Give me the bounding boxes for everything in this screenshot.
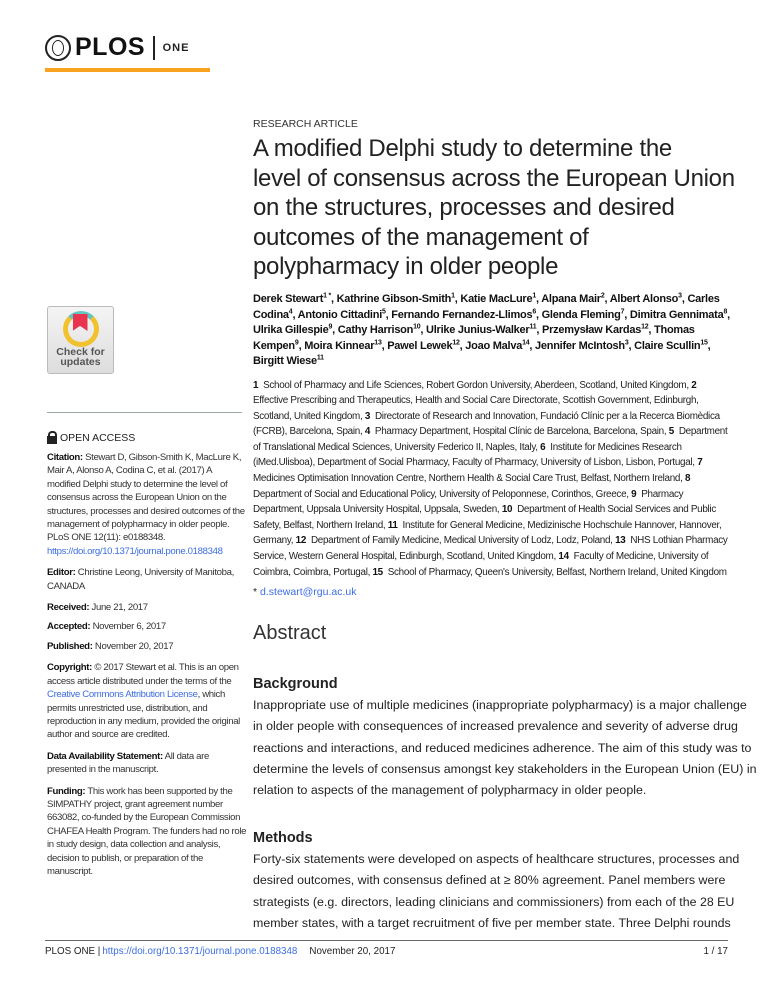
article-title bbox=[253, 134, 735, 282]
author bbox=[304, 340, 381, 352]
plos-one-logo bbox=[45, 33, 189, 62]
author-affiliation-sup: 10 bbox=[413, 323, 421, 331]
affiliation bbox=[296, 535, 615, 546]
data-availability-text: All data are presented in the manuscript. bbox=[47, 750, 209, 776]
author bbox=[426, 324, 536, 336]
affiliation-number: 2 bbox=[691, 379, 697, 391]
author-affiliation-sup: 13 bbox=[374, 338, 382, 346]
text-line: outcomes of the management of bbox=[253, 223, 589, 251]
text-line: determine the levels of consensus amongst key stakeholders in the European Union (EU) in bbox=[253, 761, 757, 776]
author bbox=[253, 293, 331, 305]
published-date: November 20, 2017 bbox=[94, 640, 174, 652]
author-affiliation-sup: 1 bbox=[451, 292, 455, 300]
author bbox=[542, 324, 648, 336]
crossmark-icon bbox=[63, 311, 99, 347]
published bbox=[47, 640, 247, 653]
header-accent-bar bbox=[45, 68, 210, 72]
author-name: Albert Alonso bbox=[609, 293, 679, 305]
funding-text: This work has been supported by the SIMPATHY project, grant agreement number 663082, co-funded by the European Commission CHAFEA Health Program. The funders had no role in study design, data collection and analysis, decision to publish, or preparation of the manuscript. bbox=[47, 785, 247, 877]
affiliation-text: Medicines Optimisation Innovation Centre, Northern Health & Social Care Trust, Belfast, Northern Ireland, bbox=[253, 457, 705, 485]
author bbox=[253, 355, 324, 367]
author-name: Pawel Lewek bbox=[387, 339, 453, 352]
author-name: Katie MacLure bbox=[460, 293, 533, 305]
author bbox=[338, 324, 421, 336]
text-line: strategists (e.g. directors, leading clinicians and commissioners) from each of the 28 EU bbox=[253, 894, 735, 909]
logo-text: PLOS bbox=[75, 33, 146, 61]
page-footer bbox=[45, 946, 728, 957]
affiliation-number: 15 bbox=[372, 566, 383, 578]
text-line: level of consensus across the European Union bbox=[253, 164, 735, 192]
methods-heading: Methods bbox=[253, 830, 313, 847]
author-name: Carles Codina bbox=[253, 293, 720, 321]
affiliation-number: 3 bbox=[364, 410, 371, 422]
badge-line2: updates bbox=[60, 356, 101, 368]
plos-globe-icon bbox=[45, 35, 71, 61]
affiliation-number: 13 bbox=[615, 535, 626, 547]
footer-journal: PLOS ONE | bbox=[45, 946, 101, 957]
affiliation bbox=[365, 426, 669, 437]
text-line: polypharmacy in older people bbox=[253, 253, 559, 280]
citation bbox=[47, 451, 247, 558]
affiliation-text: Pharmacy Department, Hospital Clínic de Barcelona, Barcelona, Spain, bbox=[370, 426, 669, 438]
author-affiliation-sup: 5 bbox=[382, 307, 386, 315]
author-affiliation-sup: 2 bbox=[600, 292, 605, 300]
author-affiliation-sup: 1 bbox=[532, 292, 536, 300]
affiliation-text: Department of Social and Educational Policy, University of Peloponnese, Corinthos, Greece, bbox=[253, 473, 693, 500]
author bbox=[460, 293, 536, 305]
editor bbox=[47, 566, 247, 593]
affiliation-text: School of Pharmacy, Queen's University, Belfast, Northern Ireland, United Kingdom bbox=[382, 566, 727, 578]
author bbox=[541, 293, 604, 305]
citation-label: Citation: bbox=[47, 452, 83, 463]
text-line: Inappropriate use of multiple medicines (inappropriate polypharmacy) is a major challenge bbox=[253, 698, 747, 713]
funding-label: Funding: bbox=[47, 785, 86, 797]
text-line: Forty-six statements were developed on aspects of healthcare structures, processes and bbox=[253, 852, 740, 867]
affiliation-number: 12 bbox=[295, 535, 307, 547]
copyright bbox=[47, 661, 247, 741]
background-paragraph bbox=[253, 695, 757, 801]
author-affiliation-sup: 14 bbox=[522, 338, 530, 346]
open-lock-icon bbox=[47, 431, 57, 444]
affiliation-text: Pharmacy Department, Uppsala University Hospital, Uppsala, Sweden, bbox=[253, 488, 684, 516]
author-name: Fernando Fernandez-Llimos bbox=[391, 308, 533, 321]
author-affiliation-sup: 7 bbox=[620, 307, 625, 315]
data-availability-label: Data Availability Statement: bbox=[47, 750, 163, 762]
badge-line1: Check for bbox=[56, 346, 105, 358]
author-name: Jennifer McIntosh bbox=[535, 339, 625, 352]
accepted bbox=[47, 620, 247, 633]
affiliation-text: Institute for Medicines Research (iMed.Ulisboa), Department of Social Pharmacy, Faculty of Pharmacy, University of Lisbon, Lisbon, Portugal, bbox=[253, 441, 698, 469]
received-date: June 21, 2017 bbox=[91, 602, 148, 614]
author-name: Glenda Fleming bbox=[541, 308, 621, 321]
check-for-updates-badge[interactable] bbox=[47, 306, 114, 374]
accepted-label: Accepted: bbox=[47, 621, 91, 633]
funding bbox=[47, 785, 247, 879]
affiliation-text: Directorate of Research and Innovation, Fundació Clínic per a la Recerca Biomèdica (FCRB), Barcelona, Spain, bbox=[253, 410, 720, 438]
author-affiliation-sup: 6 bbox=[532, 307, 536, 315]
author-name: Ulrika Gillespie bbox=[253, 324, 329, 336]
text-line: desired outcomes, with consensus defined at ≥ 80% agreement. Panel members were bbox=[253, 873, 726, 888]
author-name: Claire Scullin bbox=[634, 339, 701, 352]
editor-text: Christine Leong, University of Manitoba, CANADA bbox=[47, 567, 234, 592]
accepted-date: November 6, 2017 bbox=[92, 621, 166, 633]
author-affiliation-sup: 12 bbox=[452, 338, 460, 346]
author-affiliation-sup: 12 bbox=[641, 323, 649, 331]
received bbox=[47, 601, 247, 614]
author-name: Birgitt Wiese bbox=[253, 355, 317, 367]
text-line: in older people with consequences of increased prevalence and severity of adverse drug bbox=[253, 719, 738, 734]
author bbox=[465, 340, 529, 352]
author bbox=[337, 293, 455, 305]
copyright-text-end: , which permits unrestricted use, distribution, and reproduction in any medium, provided the original author and source are credited. bbox=[47, 689, 240, 741]
author bbox=[630, 309, 727, 321]
author-name: Cathy Harrison bbox=[337, 324, 414, 336]
footer-doi-link[interactable]: https://doi.org/10.1371/journal.pone.0188348 bbox=[102, 946, 298, 957]
author bbox=[535, 340, 629, 352]
author-affiliation-sup: 15 bbox=[700, 338, 708, 346]
published-label: Published: bbox=[47, 640, 93, 652]
author-name: Joao Malva bbox=[465, 339, 523, 352]
corr-mark: * bbox=[253, 586, 258, 599]
author-affiliation-sup: 4 bbox=[288, 307, 293, 315]
main-column bbox=[253, 292, 757, 934]
author bbox=[253, 324, 332, 336]
author-name: Derek Stewart bbox=[253, 293, 324, 305]
affiliation-text: Department of Translational Medical Sciences, University Federico II, Naples, Italy, bbox=[253, 426, 728, 453]
author-name: Przemysław Kardas bbox=[541, 324, 642, 336]
author-affiliation-sup: 1 * bbox=[323, 292, 331, 300]
affiliation-text: Department of Health Social Services and Public Safety, Belfast, Northern Ireland, bbox=[253, 504, 716, 531]
affiliation-number: 7 bbox=[697, 457, 703, 469]
received-label: Received: bbox=[47, 602, 90, 614]
affiliation-number: 11 bbox=[387, 519, 398, 531]
affiliation bbox=[253, 380, 691, 391]
page-number: 1 / 17 bbox=[703, 946, 728, 957]
affiliation-number: 1 bbox=[253, 379, 259, 391]
background-heading: Background bbox=[253, 676, 338, 693]
sidebar-divider bbox=[47, 412, 242, 413]
author bbox=[387, 340, 459, 352]
text-line: A modified Delphi study to determine the bbox=[253, 135, 672, 162]
affiliation-text: NHS Lothian Pharmacy Service, Western General Hospital, Edinburgh, Scotland, United Kingdom, bbox=[253, 535, 728, 563]
abstract-heading: Abstract bbox=[253, 622, 327, 645]
author-name: Dimitra Gennimata bbox=[629, 308, 724, 321]
author-name: Moira Kinnear bbox=[304, 339, 375, 352]
corresponding-author bbox=[253, 586, 735, 599]
author-affiliation-sup: 3 bbox=[624, 338, 629, 346]
author-affiliation-sup: 11 bbox=[316, 354, 324, 362]
author-list: Derek Stewart$^{1 *}$, Kathrine Gibson-Smith$^1$, Katie MacLure$^1$, Alpana Mair$^2$, Albert Alonso$^3$, Carles Codina$^4$, Antonio Cittadini$^5$, Fernando Fernandez-Llimos$^6$, Glenda Fleming$^7$, Dimitra Gennimata$^8$, Ulrika Gillespie$^9$, Cathy Harrison$^{10}$, Ulrike Junius-Walker$^{11}$, Przemysław Kardas$^{12}$, Thomas Kempen$^9$, Moira Kinnear$^{13}$, Pawel Lewek$^{12}$, Joao Malva$^{14}$, Jennifer McIntosh$^3$, Claire Scullin$^{15}$, Birgitt Wiese$^{11}$ bbox=[253, 292, 730, 367]
article-type: RESEARCH ARTICLE bbox=[253, 118, 358, 130]
text-line: relation to aspects of the management of polypharmacy in older people. bbox=[253, 783, 647, 798]
author bbox=[391, 309, 536, 321]
author-name: Kathrine Gibson-Smith bbox=[336, 293, 452, 305]
affiliation bbox=[372, 567, 726, 578]
text-line: reactions and interactions, and reduced medicines adherence. The aim of this study was to bbox=[253, 740, 752, 755]
affiliation-number: 4 bbox=[364, 426, 371, 438]
author-affiliation-sup: 11 bbox=[529, 323, 537, 331]
affiliation-text: Faculty of Medicine, University of Coimbra, Coimbra, Portugal, bbox=[253, 551, 709, 578]
open-access-text: OPEN ACCESS bbox=[60, 431, 136, 444]
author bbox=[610, 293, 682, 305]
text-line: on the structures, processes and desired bbox=[253, 194, 675, 221]
footer-divider bbox=[45, 940, 728, 941]
editor-label: Editor: bbox=[47, 567, 76, 579]
logo-subtext: ONE bbox=[162, 41, 190, 54]
author-name: Alpana Mair bbox=[541, 293, 601, 305]
author bbox=[298, 309, 386, 321]
citation-doi-link[interactable]: https://doi.org/10.1371/journal.pone.0188348 bbox=[47, 545, 223, 557]
author bbox=[542, 309, 625, 321]
author-affiliation-sup: 8 bbox=[723, 307, 728, 315]
license-link[interactable]: Creative Commons Attribution License bbox=[47, 689, 198, 701]
footer-date: November 20, 2017 bbox=[309, 946, 396, 957]
logo-divider bbox=[153, 36, 155, 60]
author-name: Thomas Kempen bbox=[253, 324, 695, 352]
affiliation-number: 8 bbox=[685, 473, 691, 485]
copyright-label: Copyright: bbox=[47, 662, 92, 674]
citation-text: Stewart D, Gibson-Smith K, MacLure K, Mair A, Alonso A, Codina C, et al. (2017) A modified Delphi study to determine the level of consensus across the European Union on the structures, processes and desired outcomes of the management of polypharmacy in older people. PLoS ONE 12(11): e0188348. bbox=[47, 452, 245, 544]
copyright-text: © 2017 Stewart et al. This is an open access article distributed under the terms of the bbox=[47, 662, 239, 687]
methods-paragraph bbox=[253, 849, 740, 934]
author-affiliation-sup: 3 bbox=[678, 292, 682, 300]
open-access-label bbox=[47, 431, 135, 444]
affiliation-number: 6 bbox=[540, 441, 546, 453]
text-line: member states, with a target recruitment of five per member state. Three Delphi rounds bbox=[253, 915, 731, 930]
author-affiliation-sup: 9 bbox=[328, 323, 333, 331]
affiliations bbox=[253, 378, 735, 581]
affiliation-number: 5 bbox=[668, 426, 674, 438]
affiliation-text: Department of Family Medicine, Medical University of Lodz, Lodz, Poland, bbox=[306, 535, 616, 547]
corresponding-email-link[interactable]: d.stewart@rgu.ac.uk bbox=[260, 586, 357, 599]
article-info-sidebar bbox=[47, 451, 247, 886]
author-name: Antonio Cittadini bbox=[297, 308, 382, 321]
author bbox=[634, 340, 708, 352]
affiliation-text: Institute for General Medicine, Medizinische Hochschule Hannover, Hannover, Germany, bbox=[253, 519, 722, 547]
affiliation-text: Effective Prescribing and Therapeutics, Health and Social Care Directorate, Scottish Government, Edinburgh, Scotland, United Kingdom, bbox=[253, 379, 699, 422]
affiliation-number: 9 bbox=[631, 488, 637, 500]
affiliation-number: 10 bbox=[501, 504, 513, 516]
author-affiliation-sup: 9 bbox=[294, 338, 299, 346]
affiliation-number: 14 bbox=[558, 551, 569, 563]
affiliation-text: School of Pharmacy and Life Sciences, Robert Gordon University, Aberdeen, Scotland, United Kingdom, bbox=[258, 379, 692, 391]
author-name: Ulrike Junius-Walker bbox=[426, 324, 530, 336]
data-availability bbox=[47, 750, 247, 777]
